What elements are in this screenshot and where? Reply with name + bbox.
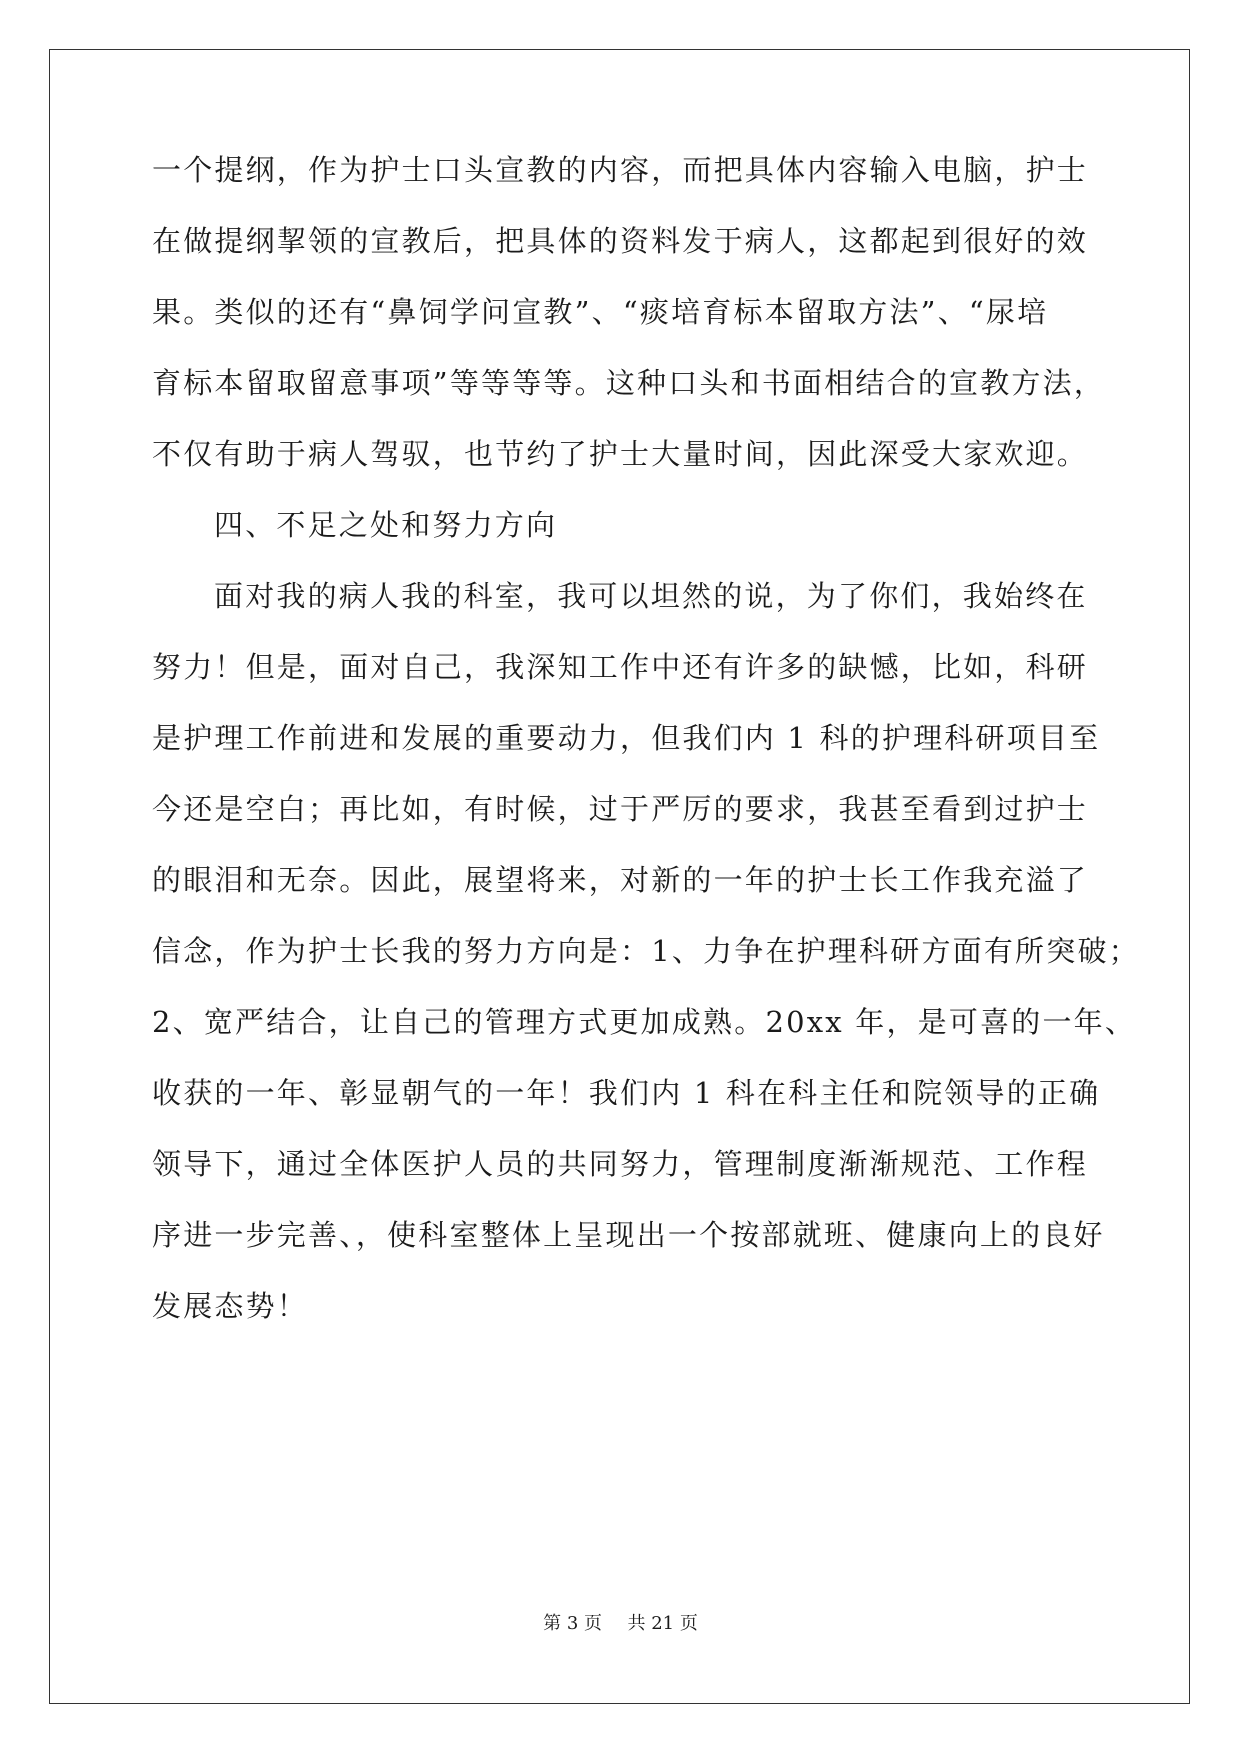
text-line: 收获的一年、彰显朝气的一年！我们内 1 科在科主任和院领导的正确: [152, 1076, 1101, 1110]
text-line: 面对我的病人我的科室，我可以坦然的说，为了你们，我始终在: [214, 579, 1088, 613]
text-line: 信念，作为护士长我的努力方向是：1、力争在护理科研方面有所突破；: [152, 934, 1140, 968]
text-line: 是护理工作前进和发展的重要动力，但我们内 1 科的护理科研项目至: [152, 721, 1101, 755]
text-line: 一个提纲，作为护士口头宣教的内容，而把具体内容输入电脑，护士: [152, 153, 1089, 187]
text-line: 发展态势！: [152, 1289, 309, 1323]
text-line: 2、宽严结合，让自己的管理方式更加成熟。20xx 年，是可喜的一年、: [152, 1005, 1137, 1039]
text-line: 在做提纲挈领的宣教后，把具体的资料发于病人，这都起到很好的效: [152, 224, 1089, 258]
page-number: 第 3 页: [543, 1613, 603, 1634]
text-line: 不仅有助于病人驾驭，也节约了护士大量时间，因此深受大家欢迎。: [152, 437, 1089, 471]
text-line: 的眼泪和无奈。因此，展望将来，对新的一年的护士长工作我充溢了: [152, 863, 1089, 897]
text-line: 今还是空白；再比如，有时候，过于严厉的要求，我甚至看到过护士: [152, 792, 1089, 826]
page-footer: [0, 1612, 1241, 1636]
total-pages: 共 21 页: [627, 1613, 698, 1634]
text-line: 果。类似的还有“鼻饲学问宣教”、“痰培育标本留取方法”、“尿培: [152, 295, 1049, 329]
text-line: 努力！但是，面对自己，我深知工作中还有许多的缺憾，比如，科研: [152, 650, 1089, 684]
text-line: 育标本留取留意事项”等等等等。这种口头和书面相结合的宣教方法，: [152, 366, 1106, 400]
text-line: 序进一步完善、，使科室整体上呈现出一个按部就班、健康向上的良好: [152, 1218, 1105, 1252]
section-heading: 四、不足之处和努力方向: [214, 508, 558, 542]
text-line: 领导下，通过全体医护人员的共同努力，管理制度渐渐规范、工作程: [152, 1147, 1089, 1181]
